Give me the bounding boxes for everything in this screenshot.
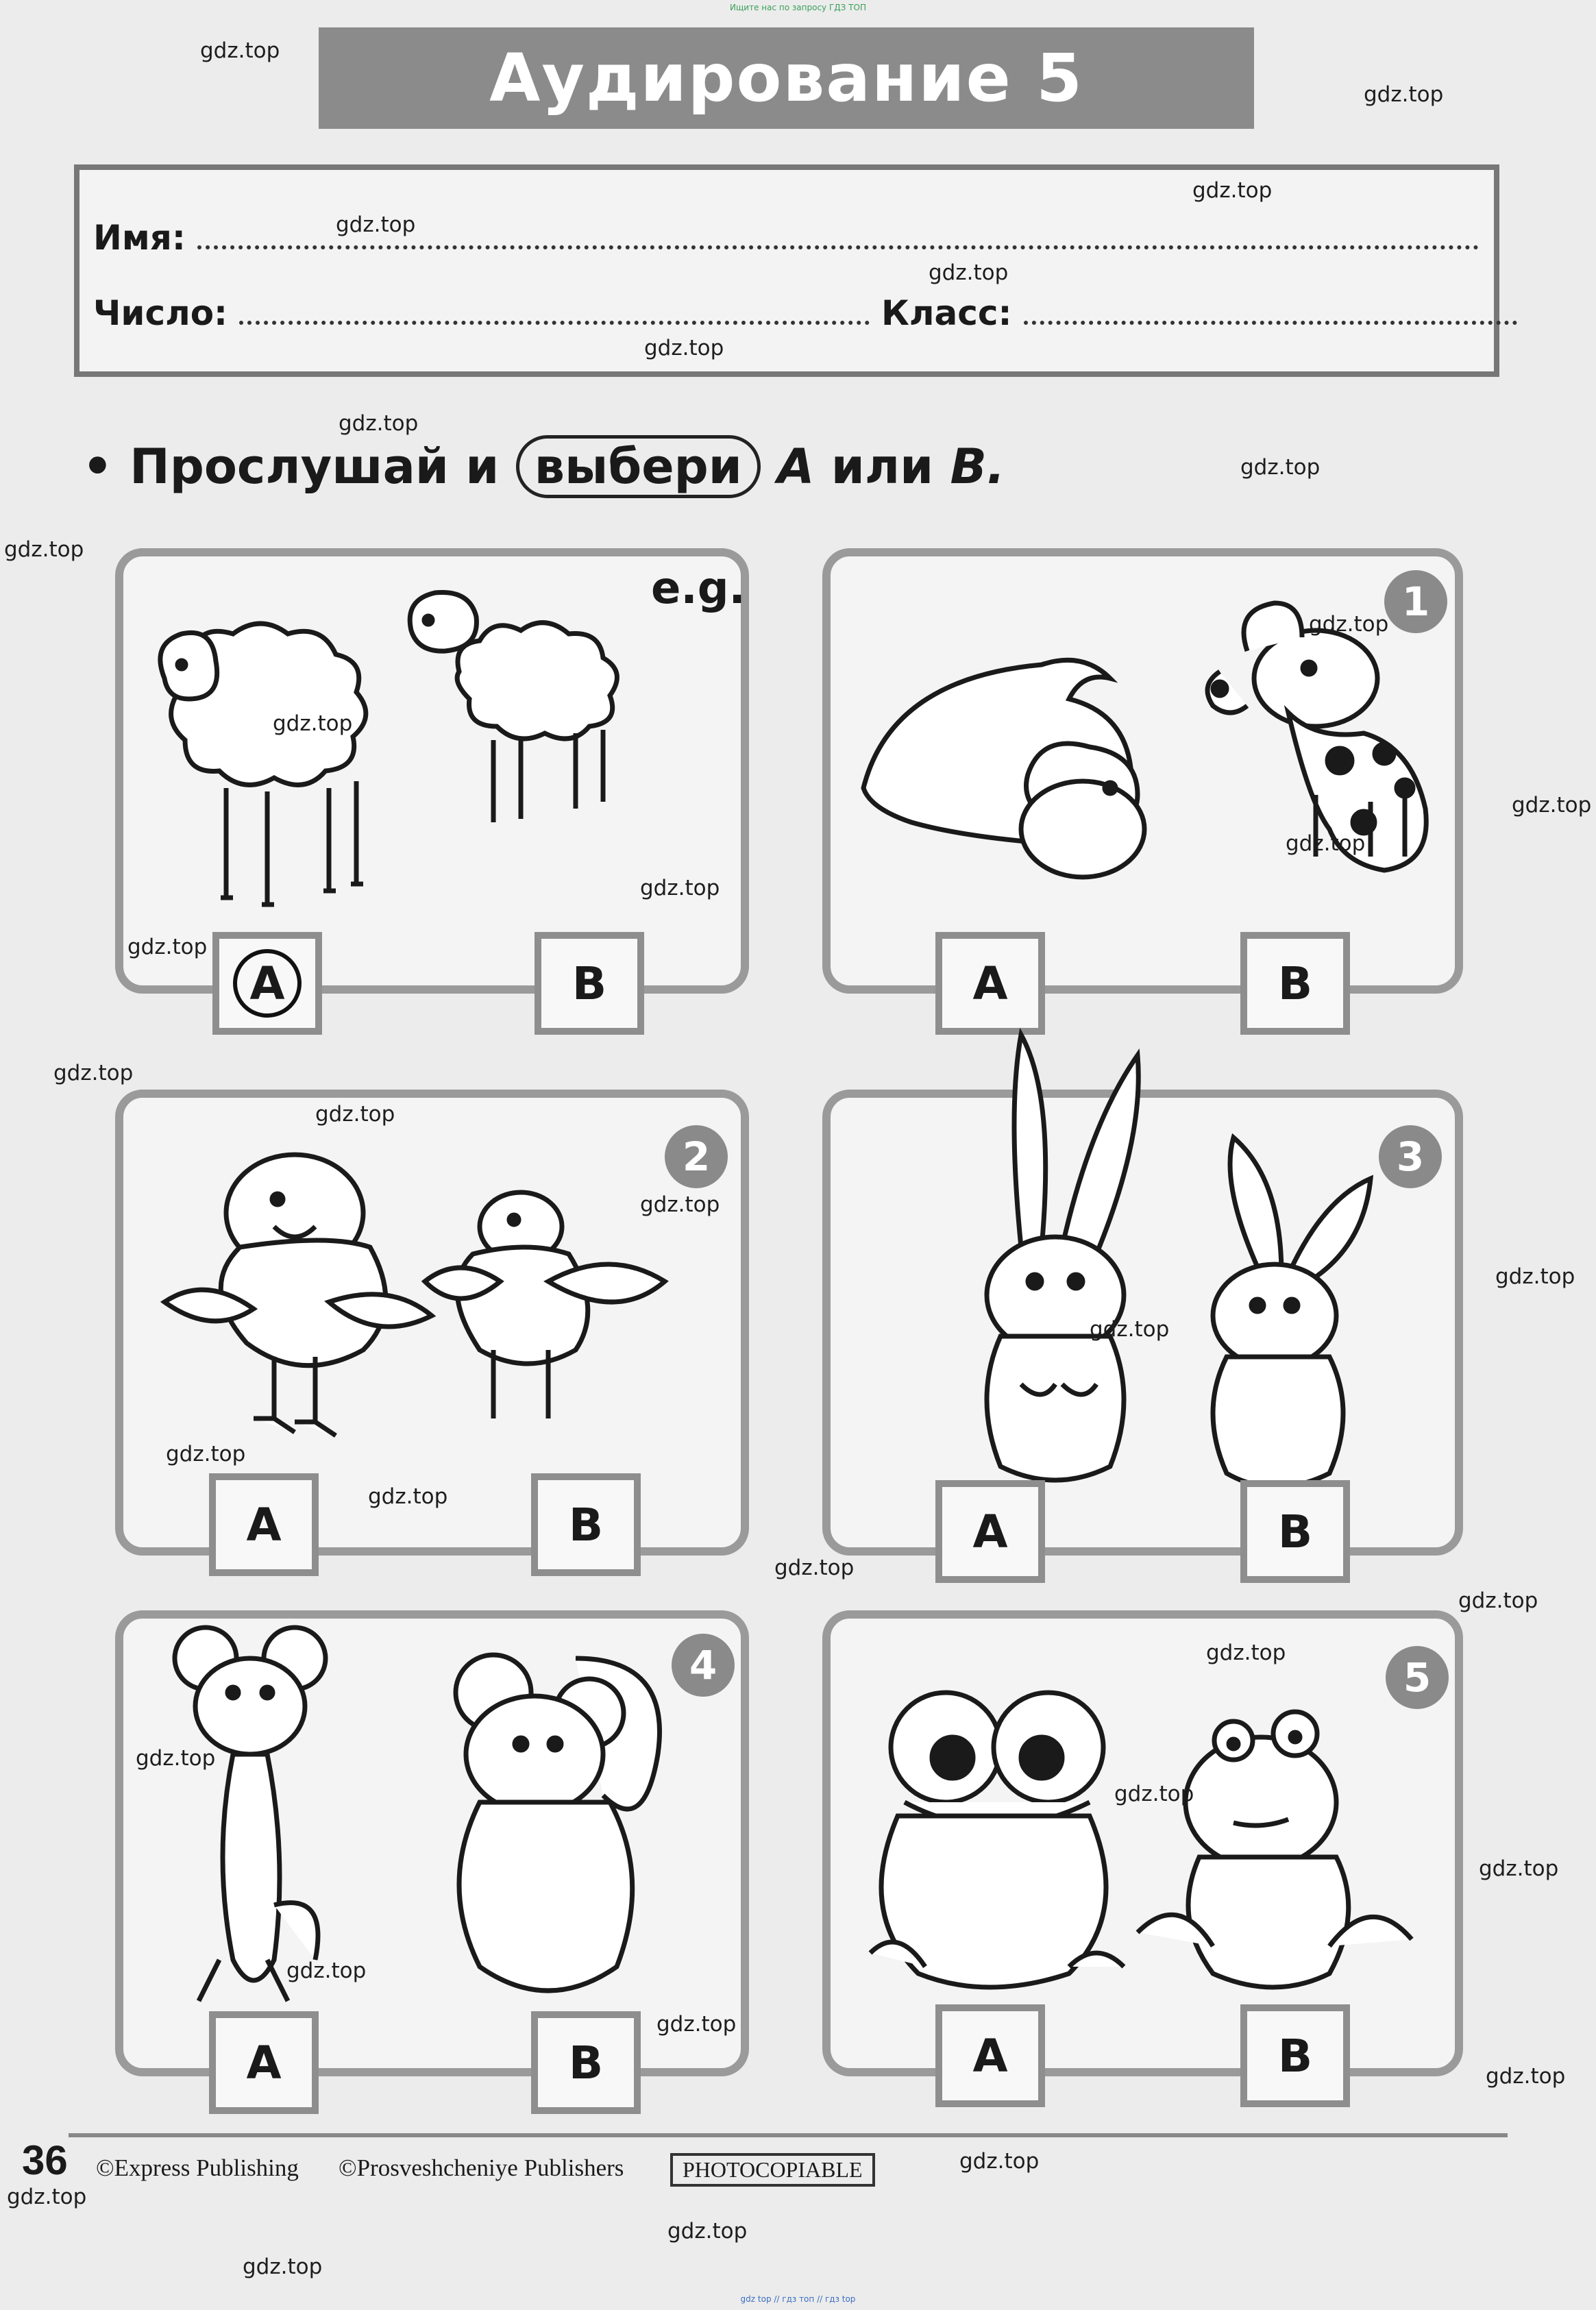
watermark: gdz.top xyxy=(7,2185,87,2209)
watermark: gdz.top xyxy=(1486,2064,1566,2089)
watermark: gdz.top xyxy=(53,1061,134,1085)
watermark: gdz.top xyxy=(1206,1641,1286,1665)
watermark: gdz.top xyxy=(336,212,416,237)
name-line xyxy=(197,238,1479,249)
photocopiable-badge: PHOTOCOPIABLE xyxy=(670,2153,875,2187)
sheep-a xyxy=(160,624,366,905)
option-a-text: A xyxy=(777,439,815,495)
page-title: Аудирование 5 xyxy=(319,27,1254,129)
circled-word: выбери xyxy=(516,435,761,498)
panel-2-choice-b[interactable]: B xyxy=(531,1473,641,1576)
instruction xyxy=(82,439,1005,495)
sheep-b xyxy=(410,592,617,822)
panel-number-2: 2 xyxy=(665,1125,728,1188)
panel-number-3: 3 xyxy=(1379,1125,1442,1188)
chick-illustration xyxy=(137,1124,726,1480)
panel-4-choice-a[interactable]: A xyxy=(209,2011,319,2114)
watermark: gdz.top xyxy=(4,537,84,562)
panel-number-5: 5 xyxy=(1386,1646,1449,1709)
instruction-text: Прослушай и xyxy=(130,439,500,495)
date-label: Число: xyxy=(93,293,228,333)
page-number: 36 xyxy=(22,2137,68,2183)
watermark: gdz.top xyxy=(1479,1856,1559,1881)
publisher-credit-2: ©Prosveshcheniye Publishers xyxy=(339,2154,624,2181)
watermark: gdz.top xyxy=(667,2219,748,2244)
watermark: gdz.top xyxy=(286,1958,367,1983)
watermark: gdz.top xyxy=(640,876,720,900)
watermark: gdz.top xyxy=(273,711,353,736)
sheep-illustration xyxy=(137,555,726,939)
watermark: gdz.top xyxy=(640,1192,720,1217)
mouse-illustration xyxy=(137,1617,726,2042)
watermark: gdz.top xyxy=(1286,831,1366,856)
watermark: gdz.top xyxy=(1192,178,1273,203)
watermark: gdz.top xyxy=(1309,612,1389,637)
panel-number-1: 1 xyxy=(1384,570,1447,633)
panel-3-choice-a[interactable]: A xyxy=(935,1480,1045,1583)
watermark: gdz.top xyxy=(166,1442,246,1466)
panel-5-choice-b[interactable]: B xyxy=(1240,2004,1350,2107)
footer-divider xyxy=(69,2133,1508,2137)
panel-5-choice-a[interactable]: A xyxy=(935,2004,1045,2107)
name-field[interactable] xyxy=(93,218,1479,258)
watermark: gdz.top xyxy=(1114,1782,1194,1806)
watermark: gdz.top xyxy=(774,1556,855,1580)
panel-number-4: 4 xyxy=(672,1634,735,1697)
watermark: gdz.top xyxy=(644,336,724,360)
class-field[interactable] xyxy=(881,293,1517,333)
panel-3-choice-b[interactable]: B xyxy=(1240,1480,1350,1583)
watermark: gdz.top xyxy=(127,935,208,959)
date-field[interactable] xyxy=(93,293,870,333)
or-text: или xyxy=(831,439,934,495)
watermark: gdz.top xyxy=(136,1746,216,1771)
class-line xyxy=(1024,314,1517,325)
watermark: gdz.top xyxy=(243,2254,323,2279)
frog-illustration xyxy=(850,1658,1439,2001)
watermark: gdz.top xyxy=(200,38,280,63)
bottom-note: gdz top // гдз топ // гдз top xyxy=(740,2294,856,2304)
watermark: gdz.top xyxy=(1512,793,1592,818)
example-choice-b[interactable]: B xyxy=(535,932,644,1035)
class-label: Класс: xyxy=(881,293,1012,333)
watermark: gdz.top xyxy=(1364,82,1444,107)
option-b-text: B. xyxy=(950,439,1005,495)
rabbit-illustration xyxy=(836,1028,1439,1480)
watermark: gdz.top xyxy=(959,2149,1040,2174)
example-tag: e.g. xyxy=(651,563,746,614)
bullet: • xyxy=(82,439,113,495)
circled-answer-a: A xyxy=(233,949,302,1018)
publisher-credit-1: ©Express Publishing xyxy=(96,2154,299,2181)
date-line xyxy=(239,314,870,325)
name-label: Имя: xyxy=(93,218,186,258)
watermark: gdz.top xyxy=(368,1484,448,1509)
panel-2-choice-a[interactable]: A xyxy=(209,1473,319,1576)
watermark: gdz.top xyxy=(1495,1264,1575,1289)
watermark: gdz.top xyxy=(1240,455,1321,480)
panel-1-choice-a[interactable]: A xyxy=(935,932,1045,1035)
watermark: gdz.top xyxy=(339,411,419,436)
watermark: gdz.top xyxy=(656,2012,737,2037)
panel-4-choice-b[interactable]: B xyxy=(531,2011,641,2114)
top-note: Ищите нас по запросу ГДЗ ТОП xyxy=(730,3,866,12)
watermark: gdz.top xyxy=(1090,1317,1170,1342)
student-info-box xyxy=(74,164,1499,377)
watermark: gdz.top xyxy=(315,1102,395,1127)
watermark: gdz.top xyxy=(929,260,1009,285)
panel-1-choice-b[interactable]: B xyxy=(1240,932,1350,1035)
example-choice-a[interactable] xyxy=(212,932,322,1035)
watermark: gdz.top xyxy=(1458,1588,1538,1613)
